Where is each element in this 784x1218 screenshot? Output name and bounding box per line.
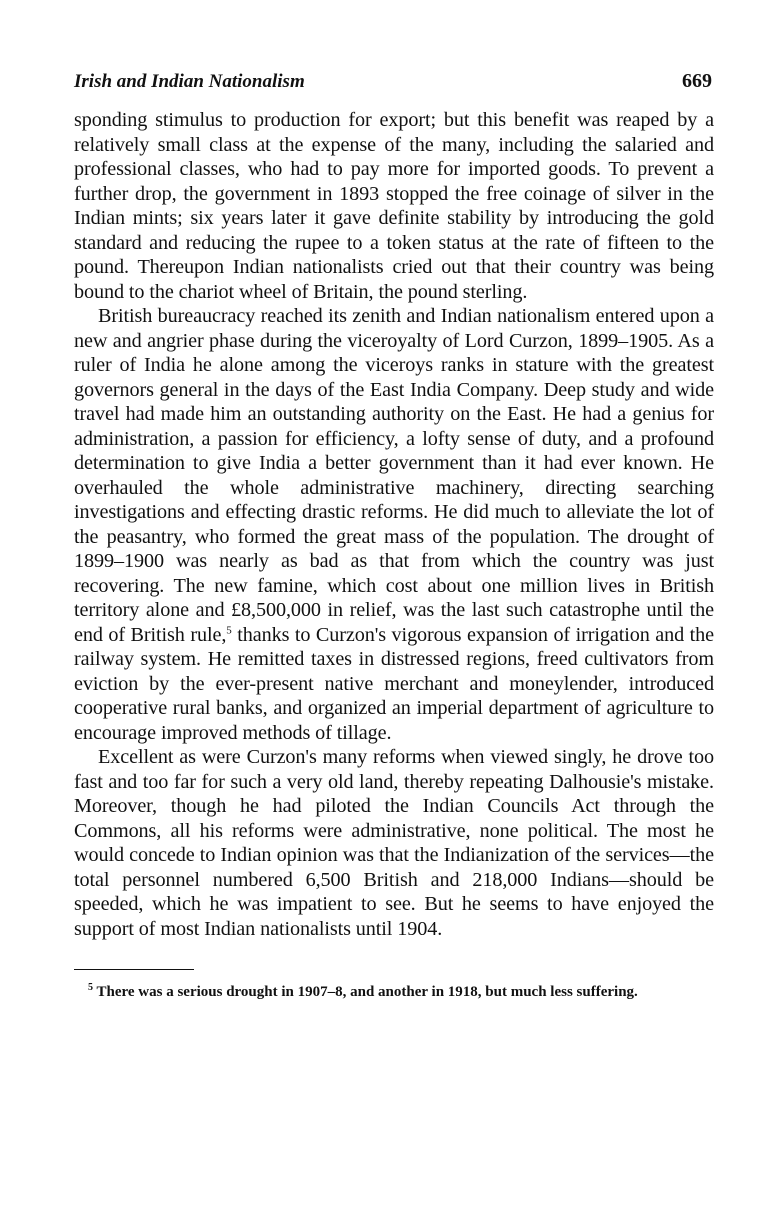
footnote [74,982,714,1002]
footnote-marker: 5 [88,982,93,993]
book-page [74,70,714,1002]
footnote-divider [74,969,194,970]
running-head [74,70,714,108]
paragraph-curzon-viceroyalty [74,304,714,745]
running-title: Irish and Indian Nationalism [74,71,305,92]
paragraph-continued: sponding stimulus to production for export; but this benefit was reaped by a relatively small class at the expense of the many, including the salaried and professional classes, who had to pay more for imported goods. To prevent a further drop, the government in 1893 stopped the free coinage of silver in the Indian mints; six years later it gave definite stability by introducing the gold standard and reducing the rupee to a token status at the rate of fifteen to the pound. Thereupon Indian nationalists cried out that their country was being bound to the chariot wheel of Britain, the pound sterling. [74,109,714,303]
footnote-reference: 5 [226,623,232,636]
page-number: 669 [682,70,712,92]
footnote-text: There was a serious drought in 1907–8, and another in 1918, but much less suffering. [93,984,638,1000]
paragraph-text: thanks to Curzon's vigorous expansion of irrigation and the railway system. He remitted taxes in distressed regions, freed cultivators from eviction by the ever-present native merchant and moneylender, introduced cooperative rural banks, and organized an imperial department of agriculture to encourage improved methods of tillage. [74,623,714,744]
paragraph-text: British bureaucracy reached its zenith and Indian nationalism entered upon a new and angrier phase during the viceroyalty of Lord Curzon, 1899–1905. As a ruler of India he alone among the viceroys ranks in stature with the greatest governors general in the days of the East India Company. Deep study and wide travel had made him an outstanding authority on the East. He had a genius for administration, a passion for efficiency, a lofty sense of duty, and a profound determination to give India a better government than it had ever known. He overhauled the whole administrative machinery, directing searching investigations and effecting drastic reforms. He did much to alleviate the lot of the peasantry, who formed the great mass of the population. The drought of 1899–1900 was nearly as bad as that from which the country was just recovering. The new famine, which cost about one million lives in British territory alone and £8,500,000 in relief, was the last such catastrophe until the end of British rule, [74,305,714,646]
body-text [74,108,714,941]
paragraph-curzon-reforms: Excellent as were Curzon's many reforms when viewed singly, he drove too fast and too far for such a very old land, thereby repeating Dalhousie's mistake. Moreover, though he had piloted the Indian Councils Act through the Commons, all his reforms were administrative, none political. The most he would concede to Indian opinion was that the Indianization of the services—the total personnel numbered 6,500 British and 218,000 Indians—should be speeded, which he was impatient to see. But he seems to have enjoyed the support of most Indian nationalists until 1904. [74,746,714,940]
